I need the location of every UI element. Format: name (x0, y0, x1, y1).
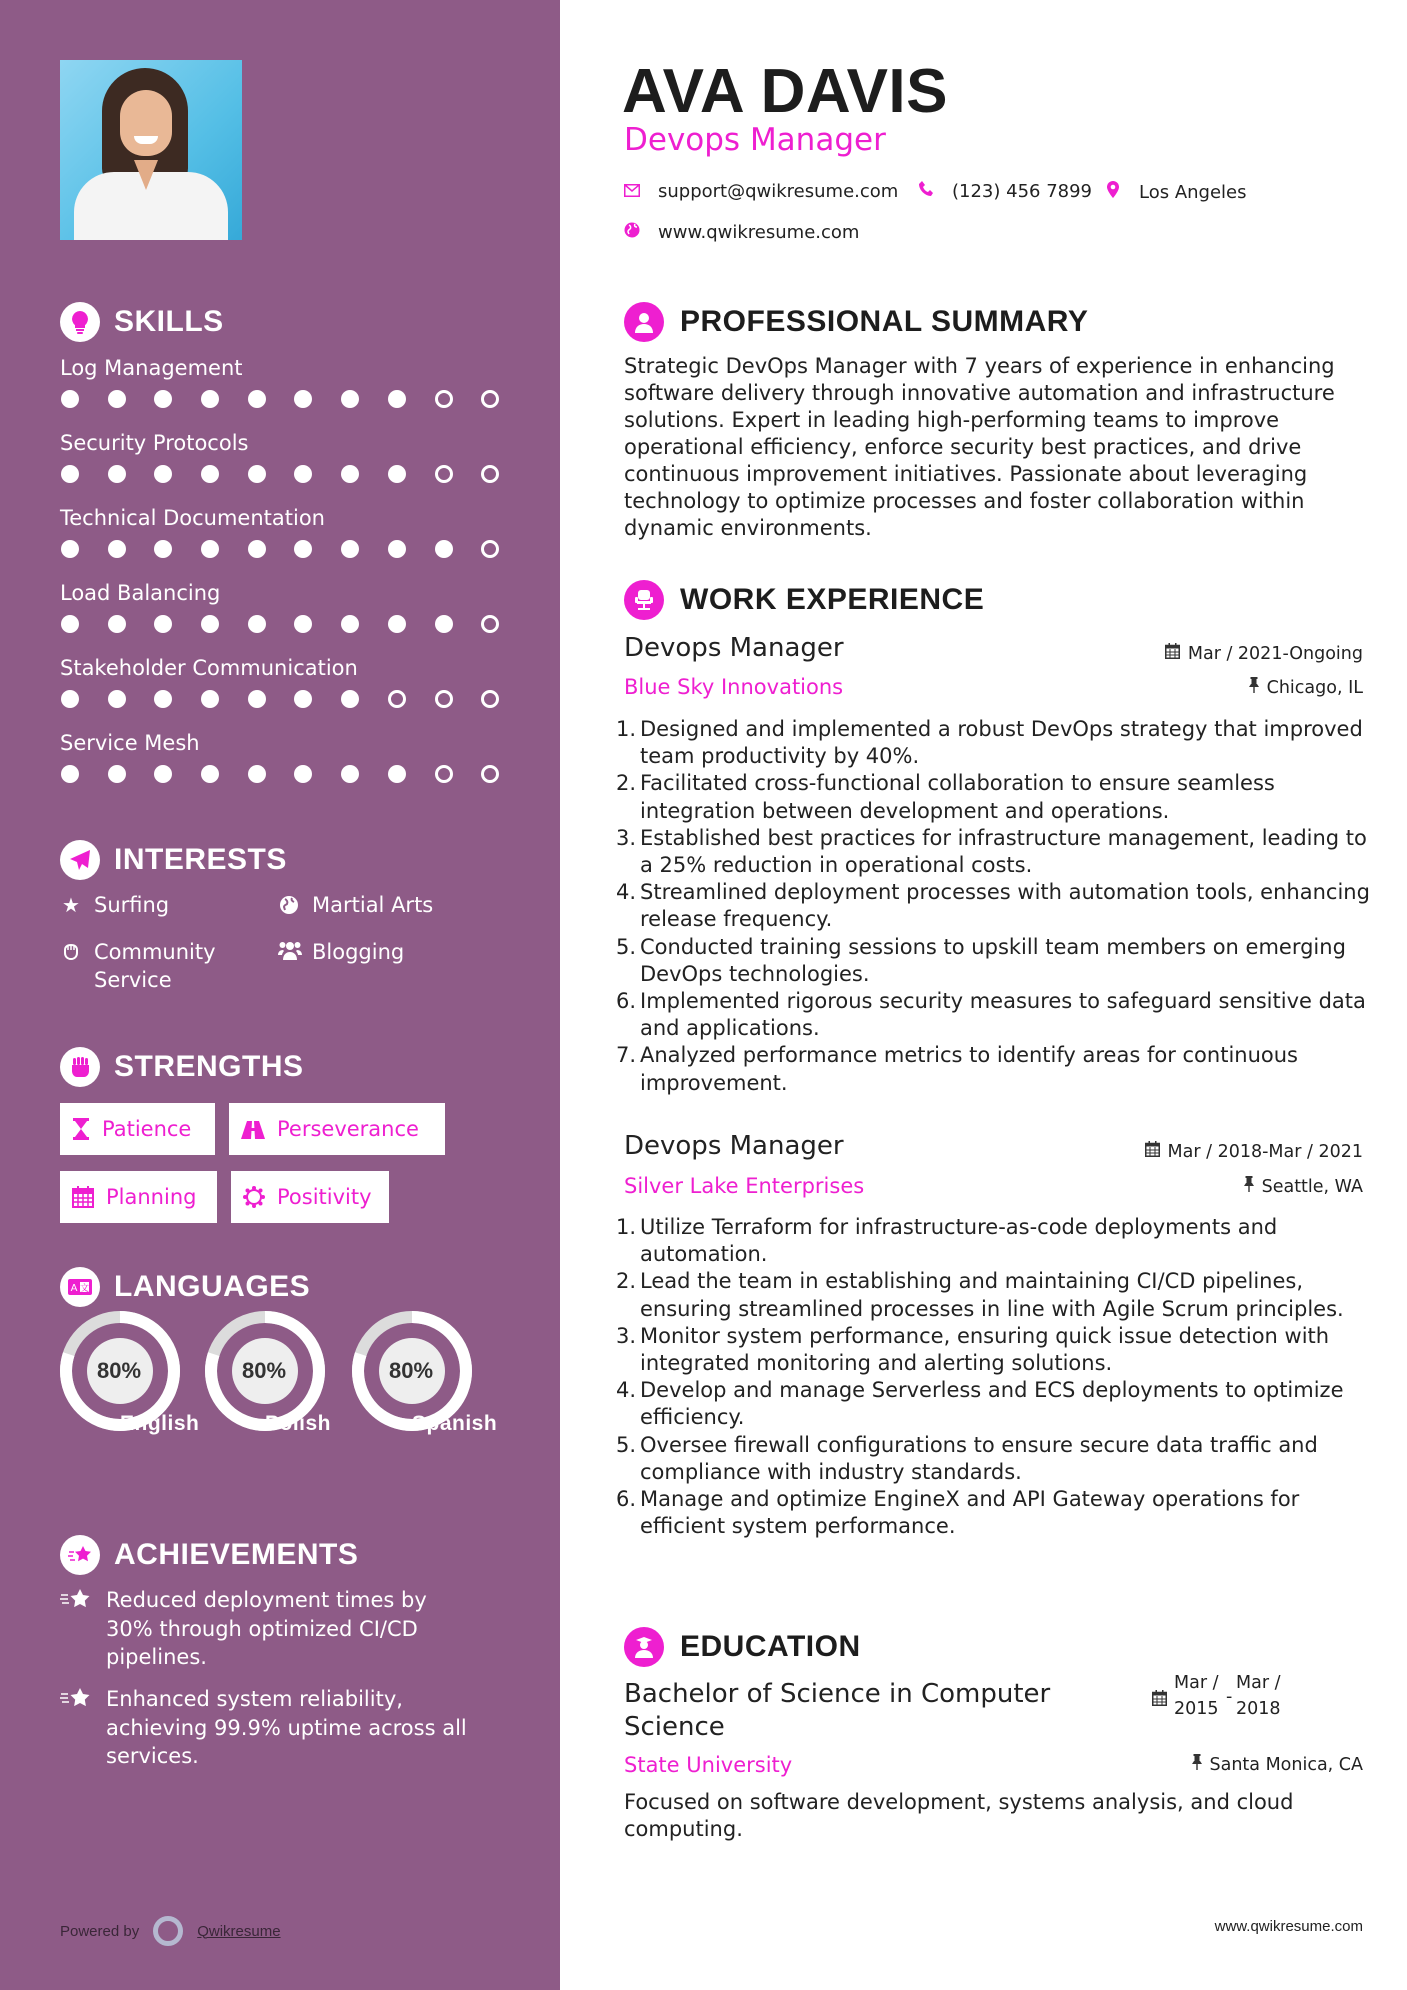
edu-location-value: Santa Monica, CA (1209, 1755, 1363, 1775)
languages-title: LANGUAGES (114, 1270, 311, 1303)
skill-dot-filled (201, 540, 219, 558)
skill-dot-filled (154, 690, 172, 708)
website-value[interactable]: www.qwikresume.com (658, 222, 860, 243)
skill-dot-filled (435, 540, 453, 558)
skill-dot-filled (294, 615, 312, 633)
interest-item (60, 891, 169, 919)
road-icon (241, 1117, 265, 1141)
job-location (1249, 677, 1363, 699)
skill-dot-empty (435, 390, 453, 408)
language-item (58, 1310, 200, 1435)
phone-icon (918, 181, 934, 202)
interest-item (278, 891, 433, 919)
achievements-title: ACHIEVEMENTS (114, 1538, 359, 1571)
job-bullet: 5. Oversee firewall configurations to ensure secure data traffic and compliance with industry standards. (616, 1432, 1318, 1484)
achievement-text: 30% through optimized CI/CD (106, 1616, 418, 1641)
achievement-text: pipelines. (106, 1645, 207, 1669)
skill-dot-filled (388, 540, 406, 558)
pushpin-icon (1244, 1176, 1254, 1198)
language-percent: 80% (96, 1358, 142, 1383)
skill-label: Load Balancing (60, 581, 221, 605)
job-dates (1165, 643, 1363, 665)
skill-dot-filled (108, 690, 126, 708)
star-icon: ★ (62, 893, 80, 917)
interest-label: Blogging (312, 940, 405, 964)
job-bullet: 3. Established best practices for infrastructure management, leading to a 25% reduction in operational costs. (616, 825, 1367, 878)
skill-label: Service Mesh (60, 731, 200, 755)
skill-dot-filled (248, 690, 266, 708)
skill-dot-filled (294, 390, 312, 408)
skill-dot-filled (154, 540, 172, 558)
candidate-name: AVA DAVIS (622, 57, 949, 126)
sidebar (0, 0, 560, 1990)
skill-item (60, 429, 520, 483)
skill-label: Log Management (60, 356, 243, 380)
skill-dot-filled (341, 465, 359, 483)
skills-title: SKILLS (114, 305, 224, 338)
skill-dot-filled (341, 615, 359, 633)
svg-text:A: A (70, 1283, 78, 1294)
skill-dot-empty (481, 390, 499, 408)
job-bullet: 1. Utilize Terraform for infrastructure-as-code deployments and automation. (616, 1215, 1278, 1267)
qwikresume-logo-icon (153, 1916, 183, 1946)
edu-location (1192, 1754, 1364, 1776)
skill-dot-empty (481, 765, 499, 783)
skill-dot-filled (201, 615, 219, 633)
job-bullet: 2. Facilitated cross-functional collaboration to ensure seamless integration between development and operations. (616, 771, 1275, 823)
powered-by (60, 1916, 281, 1946)
skill-dot-empty (481, 690, 499, 708)
skill-dot-filled (248, 765, 266, 783)
job-location-value: Chicago, IL (1266, 678, 1363, 698)
skills-heading (60, 302, 224, 342)
globe-icon (278, 891, 300, 919)
achievement-item (60, 1586, 520, 1672)
skill-dot-filled (388, 465, 406, 483)
skill-dot-filled (154, 465, 172, 483)
phone-value: (123) 456 7899 (952, 181, 1093, 202)
job-dates (1145, 1141, 1363, 1163)
sun-icon (243, 1185, 265, 1209)
job-bullets (616, 1214, 1376, 1540)
skill-label: Stakeholder Communication (60, 656, 358, 680)
paper-plane-icon (60, 840, 100, 880)
job-dates-value: Mar / 2021-Ongoing (1187, 644, 1363, 664)
interest-item (60, 938, 216, 994)
strength-label: Planning (106, 1185, 197, 1209)
job-bullet: 1. Designed and implemented a robust DevOps strategy that improved team productivity by 40%. (616, 717, 1363, 769)
language-icon (60, 1267, 100, 1307)
language-item (350, 1310, 498, 1435)
skill-dot-filled (294, 465, 312, 483)
skill-rating (60, 390, 520, 408)
skill-dot-filled (108, 615, 126, 633)
skill-dot-filled (108, 765, 126, 783)
chair-icon (624, 580, 664, 620)
skill-dot-filled (61, 765, 79, 783)
achievement-text: Enhanced system reliability, (106, 1687, 403, 1711)
achievement-text: services. (106, 1744, 199, 1768)
edu-description: Focused on software development, systems analysis, and cloud computing. (624, 1790, 1294, 1841)
skill-dot-filled (201, 465, 219, 483)
shooting-star-icon (60, 1586, 92, 1672)
skill-dot-empty (481, 615, 499, 633)
skill-rating (60, 615, 520, 633)
job-company: Blue Sky Innovations (624, 675, 844, 699)
skill-dot-filled (388, 765, 406, 783)
job-location (1244, 1176, 1363, 1198)
skill-dot-filled (341, 765, 359, 783)
job-bullet: 6. Implemented rigorous security measures to safeguard sensitive data and applications. (616, 989, 1366, 1041)
language-item (203, 1310, 332, 1435)
pushpin-icon (1249, 677, 1259, 699)
skill-dot-empty (435, 465, 453, 483)
job-bullet: 7. Analyzed performance metrics to identify areas for continuous improvement. (616, 1043, 1298, 1095)
skill-dot-empty (435, 690, 453, 708)
shooting-star-icon (60, 1685, 92, 1771)
contact-website (624, 222, 859, 243)
skill-rating (60, 540, 520, 558)
skill-rating (60, 690, 520, 708)
strength-badge (231, 1171, 389, 1223)
pushpin-icon (1192, 1754, 1202, 1776)
interest-item (278, 938, 404, 966)
footer-url[interactable]: www.qwikresume.com (1214, 1918, 1363, 1935)
svg-text:文: 文 (79, 1284, 90, 1294)
location-value: Los Angeles (1139, 181, 1247, 203)
skill-dot-empty (481, 465, 499, 483)
skill-item (60, 354, 520, 408)
calendar-icon (72, 1185, 94, 1209)
achievement-item (60, 1685, 520, 1771)
skill-rating (60, 465, 520, 483)
skill-dot-filled (341, 390, 359, 408)
skill-dot-filled (294, 690, 312, 708)
job-bullet: 4. Streamlined deployment processes with automation tools, enhancing release frequency. (616, 880, 1370, 932)
languages-heading (60, 1267, 310, 1307)
skill-dot-filled (61, 690, 79, 708)
strengths-heading (60, 1047, 304, 1087)
lightbulb-icon (60, 302, 100, 342)
summary-text: Strategic DevOps Manager with 7 years of experience in enhancing software delivery through innovative automation and infrastructure solutions. Expert in leading high-performing teams to improve operational efficiency, enforce security best practices, and drive continuous improvement initiatives. Passionate about leveraging technology to optimize processes and foster collaboration within dynamic environments. (624, 354, 1335, 540)
skill-dot-filled (435, 615, 453, 633)
edu-date-separator: - (1226, 1687, 1233, 1707)
interest-label: Surfing (94, 893, 170, 917)
education-title: EDUCATION (680, 1630, 861, 1663)
strength-label: Perseverance (277, 1117, 419, 1141)
skill-dot-filled (294, 540, 312, 558)
envelope-icon (624, 182, 640, 202)
skill-item (60, 579, 520, 633)
skill-dot-filled (294, 765, 312, 783)
skill-dot-filled (61, 465, 79, 483)
globe-icon (624, 222, 640, 243)
graduate-icon (624, 1627, 664, 1667)
edu-start-date: Mar / 2015 (1174, 1673, 1219, 1719)
skill-dot-filled (108, 390, 126, 408)
achievement-text: achieving 99.9% uptime across all (106, 1715, 467, 1740)
hourglass-icon (72, 1117, 90, 1141)
skill-dot-filled (154, 765, 172, 783)
language-name: Spanish (412, 1412, 498, 1435)
contact-email (624, 181, 898, 202)
skill-dot-filled (154, 390, 172, 408)
fist-icon (60, 1047, 100, 1087)
summary-heading (624, 302, 1088, 342)
job-bullet: 4. Develop and manage Serverless and ECS deployments to optimize efficiency. (616, 1378, 1344, 1430)
skill-dot-filled (248, 615, 266, 633)
calendar-icon (1145, 1141, 1160, 1163)
hand-icon (60, 938, 82, 966)
skill-dot-filled (248, 540, 266, 558)
profile-photo (60, 60, 242, 240)
skill-dot-filled (388, 615, 406, 633)
skill-dot-filled (388, 390, 406, 408)
job-title: Devops Manager (624, 1131, 844, 1161)
user-icon (624, 302, 664, 342)
language-percent: 80% (241, 1358, 287, 1383)
skill-dot-filled (248, 465, 266, 483)
calendar-icon (1152, 1690, 1167, 1710)
strength-label: Positivity (277, 1185, 372, 1209)
edu-end-date: Mar / 2018 (1236, 1673, 1281, 1719)
shooting-star-icon (60, 1535, 100, 1575)
job-company: Silver Lake Enterprises (624, 1174, 865, 1198)
skill-dot-empty (435, 765, 453, 783)
job-bullet: 3. Monitor system performance, ensuring quick issue detection with integrated monitoring and alerting solutions. (616, 1323, 1330, 1376)
qwikresume-link[interactable]: Qwikresume (197, 1922, 281, 1940)
skill-dot-filled (61, 615, 79, 633)
skill-dot-filled (61, 540, 79, 558)
skill-item (60, 729, 520, 783)
job-bullet: 5. Conducted training sessions to upskill team members on emerging DevOps technologies. (616, 934, 1346, 986)
job-dates-value: Mar / 2018-Mar / 2021 (1167, 1142, 1363, 1162)
contact-phone (918, 181, 1092, 202)
interests-title: INTERESTS (114, 843, 287, 876)
skill-dot-filled (248, 390, 266, 408)
map-pin-icon (1105, 181, 1121, 203)
strength-badge (60, 1171, 217, 1223)
powered-by-label: Powered by (60, 1922, 140, 1940)
strength-badge (60, 1103, 215, 1155)
achievements-heading (60, 1535, 358, 1575)
interests-heading (60, 840, 287, 880)
skill-rating (60, 765, 520, 783)
skill-dot-filled (201, 690, 219, 708)
job-bullets (616, 716, 1376, 1097)
language-name: English (120, 1412, 200, 1435)
experience-title: WORK EXPERIENCE (680, 583, 985, 616)
interest-label: Martial Arts (312, 893, 434, 917)
job-title: Devops Manager (624, 633, 844, 663)
skill-dot-filled (201, 765, 219, 783)
language-percent: 80% (388, 1358, 434, 1383)
skill-dot-filled (61, 390, 79, 408)
email-value[interactable]: support@qwikresume.com (658, 181, 899, 202)
interest-label: Community (94, 940, 216, 964)
job-location-value: Seattle, WA (1261, 1177, 1363, 1197)
skill-dot-empty (481, 540, 499, 558)
skill-dot-empty (388, 690, 406, 708)
contact-location (1105, 181, 1247, 203)
job-bullet: 6. Manage and optimize EngineX and API Gateway operations for efficient system performance. (616, 1487, 1300, 1539)
skill-item (60, 654, 520, 708)
skill-dot-filled (108, 540, 126, 558)
skill-label: Technical Documentation (60, 506, 325, 530)
candidate-title: Devops Manager (624, 122, 886, 158)
skill-dot-filled (341, 690, 359, 708)
strengths-title: STRENGTHS (114, 1050, 304, 1083)
language-name: Polish (265, 1412, 332, 1435)
skill-dot-filled (341, 540, 359, 558)
skill-dot-filled (201, 390, 219, 408)
strength-badge (229, 1103, 445, 1155)
skill-dot-filled (154, 615, 172, 633)
strength-label: Patience (102, 1117, 192, 1141)
main-content (560, 0, 1407, 1990)
summary-title: PROFESSIONAL SUMMARY (680, 305, 1089, 338)
skill-item (60, 504, 520, 558)
interest-label: Service (94, 968, 172, 992)
achievement-text: Reduced deployment times by (106, 1588, 427, 1612)
education-heading (624, 1627, 861, 1667)
school-name: State University (624, 1753, 793, 1777)
skill-label: Security Protocols (60, 431, 249, 455)
users-icon (278, 938, 300, 966)
degree-title: Bachelor of Science in Computer Science (624, 1679, 1051, 1742)
job-bullet: 2. Lead the team in establishing and maintaining CI/CD pipelines, ensuring streamlined processes in line with Agile Scrum principles. (616, 1269, 1344, 1321)
skill-dot-filled (108, 465, 126, 483)
experience-heading (624, 580, 984, 620)
calendar-icon (1165, 643, 1180, 665)
